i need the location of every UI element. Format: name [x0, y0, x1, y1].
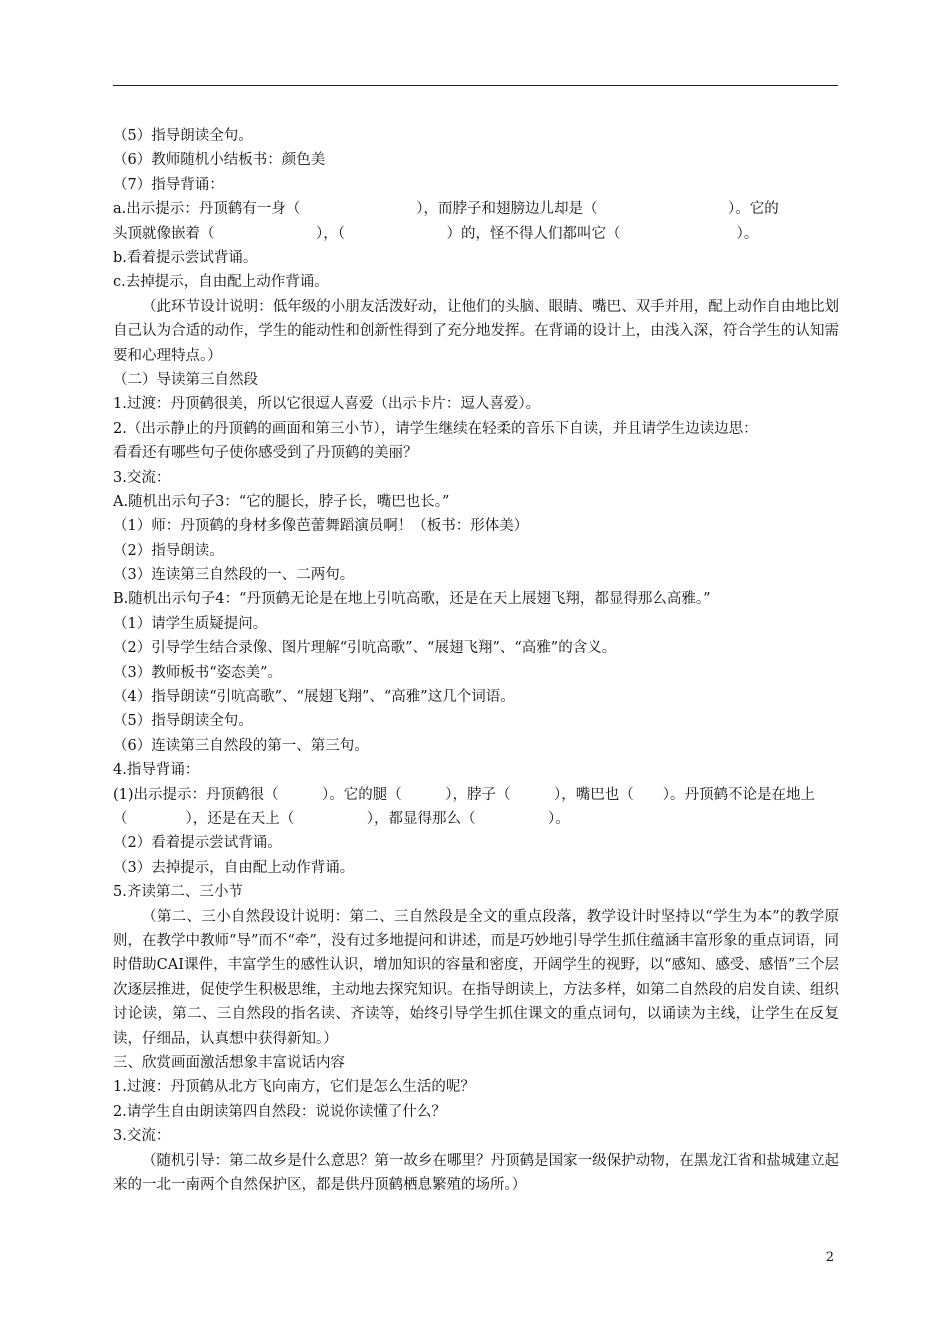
- text-line: 5.齐读第二、三小节: [113, 884, 243, 901]
- section-heading: （二）导读第三自然段: [113, 371, 258, 388]
- text-line: （1）请学生质疑提问。: [113, 615, 268, 632]
- text-line: (1)出示提示：丹顶鹤很（ ）。它的腿（ ），脖子（ ），嘴巴也（ ）。丹顶鹤不论是在地上: [113, 786, 816, 803]
- text-line: 1.过渡：丹顶鹤很美，所以它很逗人喜爱（出示卡片：逗人喜爱）。: [113, 396, 541, 413]
- design-note-paragraph: （此环节设计说明：低年级的小朋友活泼好动，让他们的头脑、眼睛、嘴巴、双手并用，配上动作自由地比划自己认为合适的动作，学生的能动性和创新性得到了充分地发挥。在背诵的设计上，由浅入深，符合学生的认知需要和心理特点。）: [113, 298, 839, 364]
- text-line: （2）看着提示尝试背诵。: [113, 835, 282, 852]
- text-line: （5）指导朗读全句。: [113, 128, 253, 144]
- text-line: （2）引导学生结合录像、图片理解“引吭高歌”、“展翅飞翔”、“高雅”的含义。: [113, 640, 617, 657]
- text-line: 4.指导背诵：: [113, 762, 200, 779]
- text-line: （2）指导朗读。: [113, 542, 224, 559]
- guidance-paragraph: （随机引导：第二故乡是什么意思？第一故乡在哪里？丹顶鹤是国家一级保护动物，在黑龙江省和盐城建立起来的一北一南两个自然保护区，都是供丹顶鹤栖息繁殖的场所。）: [113, 1152, 839, 1193]
- header-rule: [113, 85, 838, 86]
- text-line: c.去掉提示，自由配上动作背诵。: [113, 274, 329, 291]
- text-line: a.出示提示：丹顶鹤有一身（ ），而脖子和翅膀边儿却是（ ）。它的: [113, 201, 779, 218]
- text-line: 3.交流：: [113, 1128, 171, 1145]
- text-line: 头顶就像嵌着（ ），（ ）的，怪不得人们都叫它（ ）。: [113, 225, 759, 242]
- text-line: B.随机出示句子4：“丹顶鹤无论是在地上引吭高歌，还是在天上展翅飞翔，都显得那么高雅。”: [113, 591, 711, 608]
- text-line: （5）指导朗读全句。: [113, 713, 253, 730]
- text-line: （6）教师随机小结板书：颜色美: [113, 152, 326, 169]
- text-line: 2.（出示静止的丹顶鹤的画面和第三小节），请学生继续在轻柔的音乐下自读，并且请学生边读边思：: [113, 420, 758, 437]
- text-line: （6）连读第三自然段的第一、第三句。: [113, 737, 369, 754]
- text-line: （3）连读第三自然段的一、二两句。: [113, 567, 355, 584]
- section-heading: 三、欣赏画面激活想象丰富说话内容: [113, 1054, 345, 1071]
- text-line: （7）指导背诵：: [113, 176, 224, 193]
- text-line: （3）教师板书“姿态美”。: [113, 664, 283, 681]
- page-body: [113, 124, 839, 1197]
- design-note-paragraph: （第二、三小自然段设计说明：第二、三自然段是全文的重点段落，教学设计时坚持以“学生为本”的教学原则，在教学中教师“导”而不“牵”，没有过多地提问和讲述，而是巧妙地引导学生抓住蕴涵丰富形象的重点词语，同时借助CAI课件，丰富学生的感性认识，增加知识的容量和密度，开阔学生的视野，以“感知、感受、感悟”三个层次逐层推进，促使学生积极思维，主动地去探究知识。在指导朗读上，方法多样，如第二自然段的启发自读、组织讨论读，第二、三自然段的指名读、齐读等，始终引导学生抓住课文的重点词句，以诵读为主线，让学生在反复读，仔细品，认真想中获得新知。）: [113, 908, 839, 1047]
- text-line: 2.请学生自由朗读第四自然段：说说你读懂了什么？: [113, 1103, 446, 1120]
- text-line: b.看着提示尝试背诵。: [113, 249, 258, 266]
- text-line: （1）师：丹顶鹤的身材多像芭蕾舞蹈演员啊！（板书：形体美）: [113, 518, 529, 535]
- text-line: （ ），还是在天上（ ），都显得那么（ ）。: [113, 810, 570, 827]
- text-line: 1.过渡：丹顶鹤从北方飞向南方，它们是怎么生活的呢？: [113, 1079, 475, 1096]
- text-line: （3）去掉提示，自由配上动作背诵。: [113, 859, 355, 876]
- text-line: A.随机出示句子3：“它的腿长，脖子长，嘴巴也长。”: [113, 493, 450, 510]
- text-line: 3.交流：: [113, 469, 171, 486]
- text-line: 看看还有哪些句子使你感受到了丹顶鹤的美丽？: [113, 445, 418, 462]
- page-number: 2: [825, 1250, 834, 1265]
- text-line: （4）指导朗读“引吭高歌”、“展翅飞翔”、“高雅”这几个词语。: [113, 689, 515, 706]
